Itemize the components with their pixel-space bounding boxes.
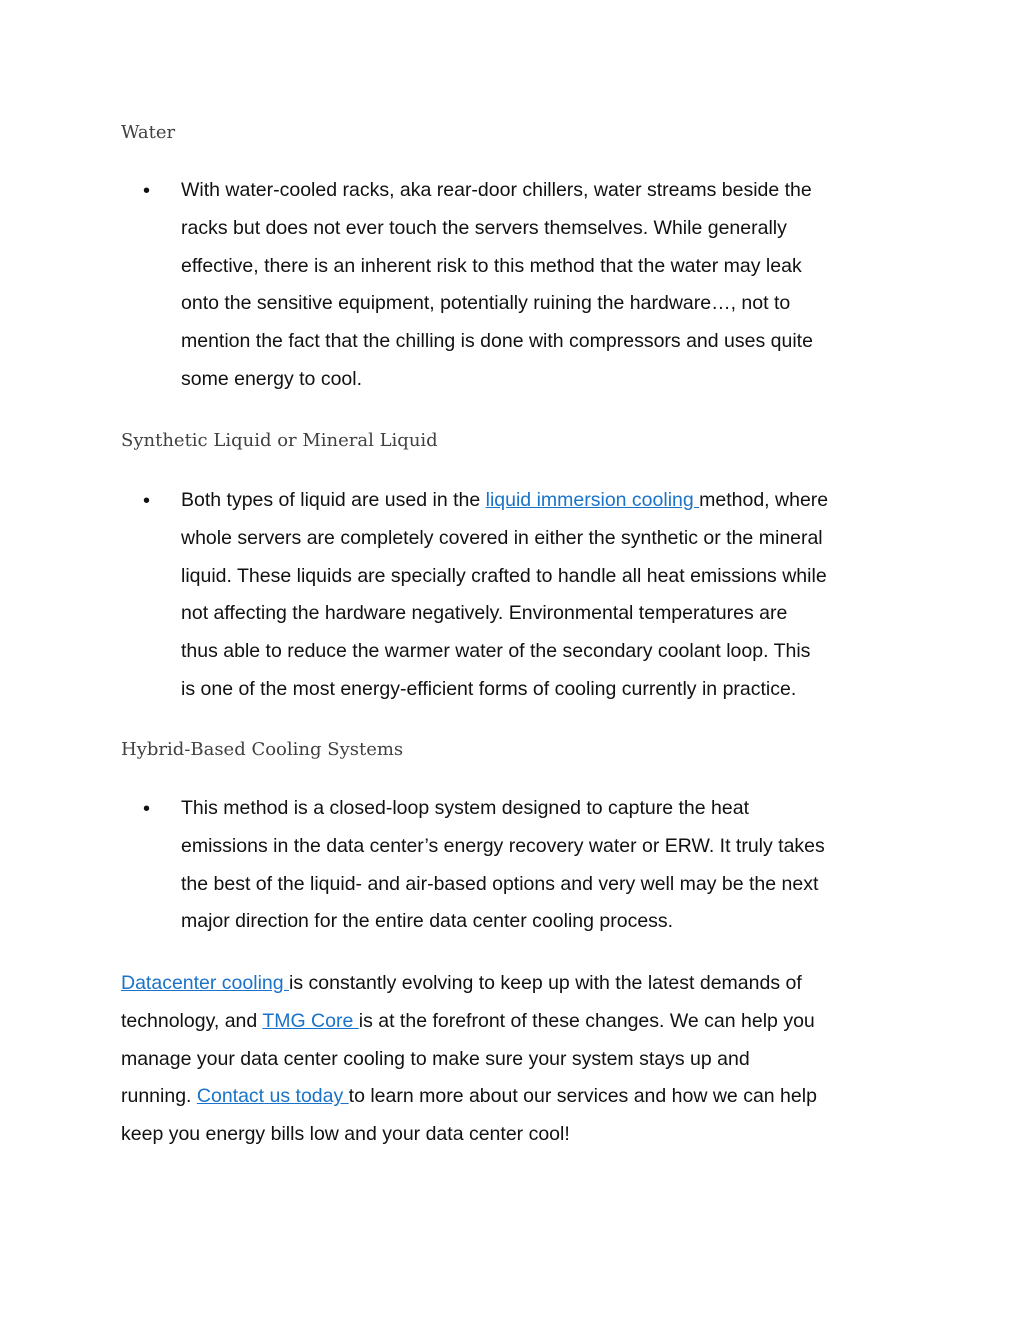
section-heading-hybrid-cooling: Hybrid-Based Cooling Systems [121,739,404,760]
text-line: some energy to cool. [181,367,363,390]
text-line: thus able to reduce the warmer water of the secondary coolant loop. This [181,640,811,663]
liquid-immersion-cooling-link[interactable]: liquid immersion cooling [485,489,700,511]
text-segment: is constantly evolving to keep up with the latest demands of [289,972,802,994]
text-line: onto the sensitive equipment, potentially ruining the hardware…, not to [181,292,791,315]
text-line [121,1003,911,1041]
bullet-marker: • [143,180,151,202]
section-heading-synthetic-liquid: Synthetic Liquid or Mineral Liquid [121,430,438,451]
text-line: This method is a closed-loop system designed to capture the heat [181,797,749,819]
bullet-marker: • [143,798,151,820]
closing-paragraph [121,965,911,1154]
text-line [181,482,911,520]
text-line: racks but does not ever touch the servers themselves. While generally [181,216,787,239]
text-line [121,1078,911,1116]
text-line: major direction for the entire data center cooling process. [181,910,674,933]
tmg-core-link[interactable]: TMG Core [262,1009,359,1032]
text-line: emissions in the data center’s energy recovery water or ERW. It truly takes [181,834,825,857]
bullet-marker: • [143,490,151,512]
text-segment: technology, and [121,1009,263,1032]
text-segment: method, where [699,489,829,511]
datacenter-cooling-link[interactable]: Datacenter cooling [121,972,290,994]
text-line: keep you energy bills low and your data center cool! [121,1123,570,1146]
text-line: With water-cooled racks, aka rear-door chillers, water streams beside the [181,179,812,201]
section-heading-water: Water [121,122,176,143]
bullet-paragraph-hybrid-cooling [181,790,911,941]
text-line: liquid. These liquids are specially crafted to handle all heat emissions while [181,564,827,587]
text-segment: Both types of liquid are used in the [181,489,486,511]
text-line: not affecting the hardware negatively. Environmental temperatures are [181,602,788,625]
text-segment: is at the forefront of these changes. We can help you [358,1009,815,1032]
text-line: effective, there is an inherent risk to this method that the water may leak [181,254,802,277]
text-line: the best of the liquid- and air-based options and very well may be the next [181,872,819,895]
text-line: manage your data center cooling to make sure your system stays up and [121,1047,750,1070]
text-line: whole servers are completely covered in either the synthetic or the mineral [181,526,823,549]
bullet-paragraph-synthetic-liquid [181,482,911,709]
text-line: is one of the most energy-efficient forms of cooling currently in practice. [181,677,797,700]
text-segment: running. [121,1085,197,1108]
bullet-paragraph-water [181,172,911,399]
text-line: mention the fact that the chilling is done with compressors and uses quite [181,330,813,353]
text-line [121,965,911,1003]
contact-us-link[interactable]: Contact us today [196,1085,349,1108]
text-segment: to learn more about our services and how we can help [348,1085,817,1108]
